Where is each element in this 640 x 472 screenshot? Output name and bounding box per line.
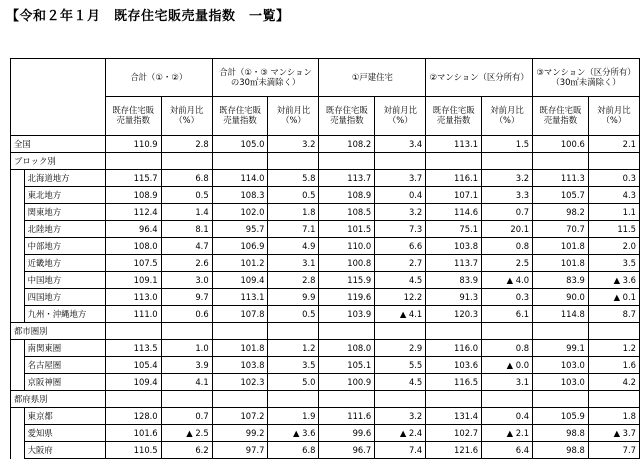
- empty-cell: [212, 153, 268, 170]
- group-header-total-excl: 合計（①・③ マンションの30㎡未満除く）: [212, 59, 319, 97]
- empty-cell: [426, 153, 482, 170]
- index-value: 107.2: [212, 408, 268, 425]
- index-value: 83.9: [426, 272, 482, 289]
- change-column-header: 対前月比（%）: [375, 97, 426, 136]
- change-value: ▲ 0.0: [482, 357, 533, 374]
- index-value: 99.6: [319, 425, 375, 442]
- change-value: 9.7: [161, 289, 212, 306]
- index-value: 109.1: [105, 272, 161, 289]
- index-value: 115.9: [319, 272, 375, 289]
- change-value: 2.8: [268, 272, 319, 289]
- indent-cell: [11, 238, 25, 255]
- indent-cell: [11, 272, 25, 289]
- index-value: 113.0: [105, 289, 161, 306]
- empty-cell: [161, 391, 212, 408]
- empty-cell: [375, 391, 426, 408]
- change-value: 5.0: [268, 374, 319, 391]
- change-column-header: 対前月比（%）: [588, 97, 639, 136]
- index-value: 108.0: [319, 340, 375, 357]
- indent-cell: [11, 425, 25, 442]
- change-value: 1.2: [268, 340, 319, 357]
- index-value: 121.6: [426, 442, 482, 459]
- change-value: 3.5: [268, 357, 319, 374]
- indent-cell: [11, 408, 25, 425]
- change-value: ▲ 3.6: [588, 272, 639, 289]
- change-value: ▲ 3.7: [588, 425, 639, 442]
- empty-cell: [426, 391, 482, 408]
- index-value: 107.1: [426, 187, 482, 204]
- empty-cell: [533, 323, 589, 340]
- row-label: 名古屋圏: [24, 357, 105, 374]
- index-column-header: 既存住宅販売量指数: [426, 97, 482, 136]
- change-value: 0.5: [161, 187, 212, 204]
- group-header-condo-excl: ③マンション（区分所有）（30㎡未満除く）: [533, 59, 640, 97]
- table-row: [11, 442, 640, 459]
- change-column-header: 対前月比（%）: [268, 97, 319, 136]
- change-value: 3.9: [161, 357, 212, 374]
- change-value: 0.4: [482, 408, 533, 425]
- group-header-detached: ①戸建住宅: [319, 59, 426, 97]
- table-row: [11, 204, 640, 221]
- change-value: ▲ 3.6: [268, 425, 319, 442]
- table-row: [11, 340, 640, 357]
- empty-cell: [161, 323, 212, 340]
- change-value: 0.8: [482, 238, 533, 255]
- change-value: 2.7: [375, 255, 426, 272]
- index-column-header: 既存住宅販売量指数: [212, 97, 268, 136]
- index-value: 100.6: [533, 136, 589, 153]
- change-value: 0.6: [161, 306, 212, 323]
- change-value: 9.9: [268, 289, 319, 306]
- empty-cell: [161, 153, 212, 170]
- change-value: 3.0: [161, 272, 212, 289]
- empty-cell: [268, 323, 319, 340]
- index-value: 113.1: [212, 289, 268, 306]
- index-value: 108.5: [319, 204, 375, 221]
- index-value: 109.4: [105, 374, 161, 391]
- table-row: [11, 170, 640, 187]
- change-value: 4.7: [161, 238, 212, 255]
- index-value: 96.7: [319, 442, 375, 459]
- index-value: 106.9: [212, 238, 268, 255]
- index-value: 114.8: [533, 306, 589, 323]
- section-label: ブロック別: [11, 153, 106, 170]
- indent-cell: [11, 255, 25, 272]
- empty-cell: [105, 391, 161, 408]
- indent-cell: [11, 221, 25, 238]
- change-value: 3.2: [482, 170, 533, 187]
- change-value: 20.1: [482, 221, 533, 238]
- index-value: 75.1: [426, 221, 482, 238]
- change-value: 4.2: [588, 374, 639, 391]
- sub-header-row: [11, 97, 640, 136]
- empty-cell: [482, 323, 533, 340]
- index-value: 83.9: [533, 272, 589, 289]
- change-value: ▲ 2.1: [482, 425, 533, 442]
- empty-cell: [375, 323, 426, 340]
- indent-cell: [11, 187, 25, 204]
- row-label: 九州・沖縄地方: [24, 306, 105, 323]
- index-value: 111.6: [319, 408, 375, 425]
- index-value: 101.8: [533, 238, 589, 255]
- change-value: 5.5: [375, 357, 426, 374]
- index-value: 109.4: [212, 272, 268, 289]
- table-row: [11, 306, 640, 323]
- change-value: 2.8: [161, 136, 212, 153]
- group-header-condo: ②マンション（区分所有）: [426, 59, 533, 97]
- row-label: 中部地方: [24, 238, 105, 255]
- row-label: 北陸地方: [24, 221, 105, 238]
- change-value: 0.3: [482, 289, 533, 306]
- index-value: 116.1: [426, 170, 482, 187]
- change-value: 1.4: [161, 204, 212, 221]
- empty-cell: [212, 323, 268, 340]
- section-header-row: [11, 323, 640, 340]
- change-value: 0.4: [375, 187, 426, 204]
- index-column-header: 既存住宅販売量指数: [319, 97, 375, 136]
- index-value: 108.9: [105, 187, 161, 204]
- change-value: 7.4: [375, 442, 426, 459]
- corner-cell: [11, 59, 106, 136]
- empty-cell: [533, 153, 589, 170]
- row-label: 中国地方: [24, 272, 105, 289]
- table-row: [11, 187, 640, 204]
- index-value: 102.7: [426, 425, 482, 442]
- indent-cell: [11, 289, 25, 306]
- change-value: 2.5: [482, 255, 533, 272]
- table-row: [11, 238, 640, 255]
- change-value: 0.7: [482, 204, 533, 221]
- indent-cell: [11, 306, 25, 323]
- index-value: 113.7: [426, 255, 482, 272]
- empty-cell: [482, 391, 533, 408]
- change-value: 0.5: [268, 187, 319, 204]
- change-value: 8.1: [161, 221, 212, 238]
- empty-cell: [482, 153, 533, 170]
- index-value: 101.5: [319, 221, 375, 238]
- index-value: 108.3: [212, 187, 268, 204]
- index-value: 111.0: [105, 306, 161, 323]
- index-value: 108.9: [319, 187, 375, 204]
- index-value: 110.5: [105, 442, 161, 459]
- index-value: 102.3: [212, 374, 268, 391]
- change-value: 3.1: [482, 374, 533, 391]
- table-row: [11, 136, 640, 153]
- index-value: 101.8: [533, 255, 589, 272]
- table-row: [11, 374, 640, 391]
- index-value: 98.8: [533, 442, 589, 459]
- index-value: 103.9: [319, 306, 375, 323]
- row-label: 東北地方: [24, 187, 105, 204]
- change-value: 1.8: [588, 408, 639, 425]
- change-value: ▲ 2.5: [161, 425, 212, 442]
- row-label: 北海道地方: [24, 170, 105, 187]
- index-value: 115.7: [105, 170, 161, 187]
- change-value: 3.3: [482, 187, 533, 204]
- change-value: 3.2: [375, 204, 426, 221]
- empty-cell: [105, 153, 161, 170]
- index-value: 96.4: [105, 221, 161, 238]
- index-value: 98.8: [533, 425, 589, 442]
- index-value: 101.6: [105, 425, 161, 442]
- change-value: 0.5: [268, 306, 319, 323]
- index-value: 108.2: [319, 136, 375, 153]
- index-value: 99.2: [212, 425, 268, 442]
- empty-cell: [268, 391, 319, 408]
- index-value: 103.6: [426, 357, 482, 374]
- table-row: [11, 221, 640, 238]
- index-value: 99.1: [533, 340, 589, 357]
- index-value: 113.5: [105, 340, 161, 357]
- index-value: 116.5: [426, 374, 482, 391]
- change-value: 3.2: [375, 408, 426, 425]
- row-label: 京阪神圏: [24, 374, 105, 391]
- section-label: 都府県別: [11, 391, 106, 408]
- index-value: 102.0: [212, 204, 268, 221]
- index-value: 128.0: [105, 408, 161, 425]
- change-value: 7.1: [268, 221, 319, 238]
- change-value: ▲ 0.1: [588, 289, 639, 306]
- index-value: 116.0: [426, 340, 482, 357]
- indent-cell: [11, 170, 25, 187]
- change-value: 6.8: [268, 442, 319, 459]
- empty-cell: [268, 153, 319, 170]
- change-value: 2.6: [161, 255, 212, 272]
- index-value: 70.7: [533, 221, 589, 238]
- change-value: 8.7: [588, 306, 639, 323]
- change-value: 2.0: [588, 238, 639, 255]
- change-value: 6.8: [161, 170, 212, 187]
- index-value: 131.4: [426, 408, 482, 425]
- group-header-total: 合計（①・②）: [105, 59, 212, 97]
- index-value: 103.0: [533, 357, 589, 374]
- row-label: 四国地方: [24, 289, 105, 306]
- empty-cell: [588, 323, 639, 340]
- row-label: 愛知県: [24, 425, 105, 442]
- change-value: 5.8: [268, 170, 319, 187]
- change-value: 3.7: [375, 170, 426, 187]
- index-value: 110.9: [105, 136, 161, 153]
- index-value: 90.0: [533, 289, 589, 306]
- change-value: 4.9: [268, 238, 319, 255]
- index-value: 103.0: [533, 374, 589, 391]
- change-value: 1.5: [482, 136, 533, 153]
- change-value: ▲ 4.0: [482, 272, 533, 289]
- change-value: 1.8: [268, 204, 319, 221]
- index-value: 103.8: [212, 357, 268, 374]
- section-header-row: [11, 153, 640, 170]
- index-value: 107.8: [212, 306, 268, 323]
- empty-cell: [105, 323, 161, 340]
- change-value: 0.8: [482, 340, 533, 357]
- table-body: [11, 136, 640, 459]
- change-value: 3.4: [375, 136, 426, 153]
- change-value: 6.1: [482, 306, 533, 323]
- change-value: 2.9: [375, 340, 426, 357]
- empty-cell: [319, 391, 375, 408]
- row-label: 東京都: [24, 408, 105, 425]
- change-value: 1.9: [268, 408, 319, 425]
- indent-cell: [11, 442, 25, 459]
- change-value: 6.2: [161, 442, 212, 459]
- index-value: 120.3: [426, 306, 482, 323]
- row-label: 大阪府: [24, 442, 105, 459]
- change-value: 3.2: [268, 136, 319, 153]
- change-column-header: 対前月比（%）: [482, 97, 533, 136]
- empty-cell: [212, 391, 268, 408]
- change-value: 6.4: [482, 442, 533, 459]
- table-row: [11, 408, 640, 425]
- row-label: 関東地方: [24, 204, 105, 221]
- change-value: 4.5: [375, 374, 426, 391]
- index-value: 103.8: [426, 238, 482, 255]
- table-row: [11, 289, 640, 306]
- table-row: [11, 255, 640, 272]
- change-value: 1.6: [588, 357, 639, 374]
- index-value: 105.4: [105, 357, 161, 374]
- table-row: [11, 357, 640, 374]
- empty-cell: [319, 153, 375, 170]
- index-value: 114.0: [212, 170, 268, 187]
- change-value: 4.5: [375, 272, 426, 289]
- index-value: 101.2: [212, 255, 268, 272]
- change-value: 0.7: [161, 408, 212, 425]
- change-column-header: 対前月比（%）: [161, 97, 212, 136]
- index-value: 95.7: [212, 221, 268, 238]
- indent-cell: [11, 204, 25, 221]
- index-value: 100.8: [319, 255, 375, 272]
- empty-cell: [533, 391, 589, 408]
- change-value: 12.2: [375, 289, 426, 306]
- index-value: 98.2: [533, 204, 589, 221]
- section-header-row: [11, 391, 640, 408]
- index-value: 97.7: [212, 442, 268, 459]
- index-value: 105.0: [212, 136, 268, 153]
- change-value: 4.3: [588, 187, 639, 204]
- page-title: 【令和２年１月 既存住宅販売量指数 一覧】: [6, 9, 290, 24]
- change-value: 6.6: [375, 238, 426, 255]
- index-value: 107.5: [105, 255, 161, 272]
- index-value: 110.0: [319, 238, 375, 255]
- row-label: 南関東圏: [24, 340, 105, 357]
- empty-cell: [375, 153, 426, 170]
- indent-cell: [11, 374, 25, 391]
- index-value: 114.6: [426, 204, 482, 221]
- index-value: 105.1: [319, 357, 375, 374]
- empty-cell: [588, 153, 639, 170]
- change-value: 7.3: [375, 221, 426, 238]
- index-column-header: 既存住宅販売量指数: [533, 97, 589, 136]
- table-row: [11, 425, 640, 442]
- change-value: 0.3: [588, 170, 639, 187]
- index-value: 113.7: [319, 170, 375, 187]
- index-value: 101.8: [212, 340, 268, 357]
- table-row: [11, 272, 640, 289]
- index-value: 105.9: [533, 408, 589, 425]
- change-value: ▲ 4.1: [375, 306, 426, 323]
- change-value: 3.5: [588, 255, 639, 272]
- change-value: 2.1: [588, 136, 639, 153]
- index-value: 119.6: [319, 289, 375, 306]
- index-value: 113.1: [426, 136, 482, 153]
- row-label: 全国: [11, 136, 106, 153]
- index-value: 91.3: [426, 289, 482, 306]
- index-value: 105.7: [533, 187, 589, 204]
- indent-cell: [11, 357, 25, 374]
- index-value: 100.9: [319, 374, 375, 391]
- index-value: 108.0: [105, 238, 161, 255]
- change-value: ▲ 2.4: [375, 425, 426, 442]
- change-value: 1.2: [588, 340, 639, 357]
- empty-cell: [588, 391, 639, 408]
- empty-cell: [426, 323, 482, 340]
- change-value: 1.0: [161, 340, 212, 357]
- indent-cell: [11, 340, 25, 357]
- index-table: [10, 58, 640, 459]
- change-value: 3.1: [268, 255, 319, 272]
- index-column-header: 既存住宅販売量指数: [105, 97, 161, 136]
- section-label: 都市圏別: [11, 323, 106, 340]
- change-value: 7.7: [588, 442, 639, 459]
- index-value: 111.3: [533, 170, 589, 187]
- change-value: 1.1: [588, 204, 639, 221]
- empty-cell: [319, 323, 375, 340]
- row-label: 近畿地方: [24, 255, 105, 272]
- change-value: 11.5: [588, 221, 639, 238]
- index-value: 112.4: [105, 204, 161, 221]
- change-value: 4.1: [161, 374, 212, 391]
